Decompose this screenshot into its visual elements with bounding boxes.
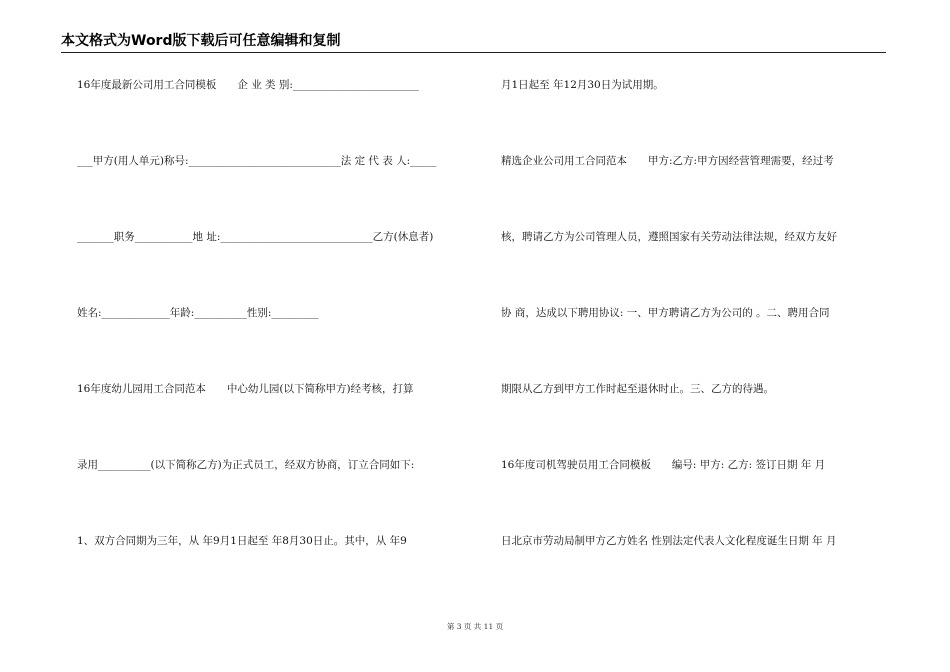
text-line: ___甲方(用人单元)称号:_____________________________法 定 代 表 人:_____ [77, 155, 437, 167]
text-line: 录用__________(以下简称乙方)为正式员工，经双方协商，订立合同如下: [77, 459, 415, 471]
text-line: 1、双方合同期为三年，从 年9月1日起至 年8月30日止。其中，从 年9 [77, 535, 407, 547]
text-line: 月1日起至 年12月30日为试用期。 [501, 79, 664, 91]
text-line: 16年度司机驾驶员用工合同模板 编号: 甲方: 乙方: 签订日期 年 月 [501, 459, 826, 471]
text-line: 精选企业公司用工合同范本 甲方:乙方:甲方因经营管理需要，经过考 [501, 155, 834, 167]
text-line: 日北京市劳动局制甲方乙方姓名 性别法定代表人文化程度诞生日期 年 月 [501, 535, 837, 547]
right-column [501, 78, 886, 610]
text-line: 姓名:_____________年龄:__________性别:_________ [77, 307, 319, 319]
text-line: 核，聘请乙方为公司管理人员，遵照国家有关劳动法律法规，经双方友好 [501, 231, 837, 243]
document-header [61, 30, 886, 53]
text-line: 协 商，达成以下聘用协议: 一、甲方聘请乙方为公司的 。二、聘用合同 [501, 307, 830, 319]
left-column [77, 78, 472, 610]
page-number: 第 3 页 共 11 页 [446, 622, 504, 631]
text-line: 16年度幼儿园用工合同范本 中心幼儿园(以下简称甲方)经考核，打算 [77, 383, 414, 395]
text-line: 期限从乙方到甲方工作时起至退休时止。三、乙方的待遇。 [501, 383, 774, 395]
text-line: _______职务___________地 址:_____________________________乙方(休息者) [77, 231, 434, 243]
header-title: 本文格式为Word版下载后可任意编辑和复制 [61, 33, 341, 49]
text-line: 16年度最新公司用工合同模板 企 业 类 别:________________________ [77, 79, 419, 91]
